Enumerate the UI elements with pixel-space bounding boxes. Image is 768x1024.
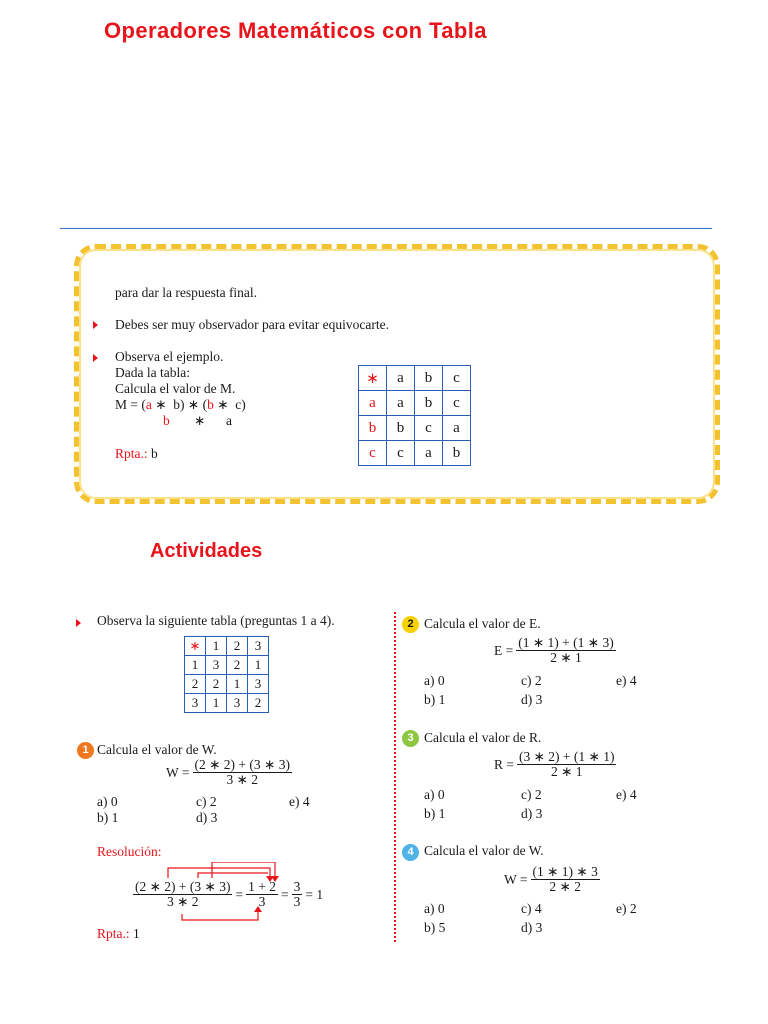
question-1-prompt: Calcula el valor de W.	[97, 742, 217, 757]
table-cell: a	[443, 416, 471, 441]
q1-option-e: e) 4	[289, 794, 310, 809]
table-cell: ∗	[185, 637, 206, 656]
column-divider	[394, 612, 396, 942]
q3-option-c: c) 2	[521, 787, 542, 802]
q4-option-e: e) 2	[616, 901, 637, 916]
resolution-label: Resolución:	[97, 844, 162, 859]
tip-observer: Debes ser muy observador para evitar equivocarte.	[115, 317, 390, 332]
calc-m-text: Calcula el valor de M.	[115, 381, 236, 396]
q4-option-a: a) 0	[424, 901, 445, 916]
q1-option-d: d) 3	[196, 810, 218, 825]
tip-example: Observa el ejemplo.	[115, 349, 224, 364]
m-step-op: ∗	[194, 413, 206, 428]
question-2-prompt: Calcula el valor de E.	[424, 616, 541, 631]
table-cell: b	[415, 366, 443, 391]
table-row	[359, 416, 471, 441]
q1-option-a: a) 0	[97, 794, 118, 809]
table-cell: 1	[206, 637, 227, 656]
table-cell: a	[387, 391, 415, 416]
table-cell: 3	[248, 637, 269, 656]
q3-option-b: b) 1	[424, 806, 446, 821]
table-cell: a	[359, 391, 387, 416]
table-row	[185, 694, 269, 713]
intro-answer: Rpta.: b	[115, 446, 158, 461]
q3-option-a: a) 0	[424, 787, 445, 802]
question-3-badge: 3	[402, 730, 419, 747]
table-cell: ∗	[359, 366, 387, 391]
q2-option-d: d) 3	[521, 692, 543, 707]
question-1-badge: 1	[77, 742, 94, 759]
q2-option-b: b) 1	[424, 692, 446, 707]
question-2-formula: E = $\frac{(1 ∗ 1) + (1 ∗ 3)}{2 ∗ 1}$	[494, 635, 614, 665]
question-4-formula: W = $\frac{(1 ∗ 1) ∗ 3}{2 ∗ 2}$	[504, 864, 598, 894]
activities-heading: Actividades	[150, 540, 263, 562]
q2-option-a: a) 0	[424, 673, 445, 688]
m-expression: M = (a ∗ b) ∗ (b ∗ c)	[115, 397, 246, 412]
table-row	[185, 656, 269, 675]
table-cell: c	[359, 441, 387, 466]
table-row	[185, 675, 269, 694]
table-cell: 2	[227, 637, 248, 656]
table-cell: 3	[206, 656, 227, 675]
q4-option-c: c) 4	[521, 901, 542, 916]
q3-option-e: e) 4	[616, 787, 637, 802]
table-row	[359, 366, 471, 391]
given-table-text: Dada la tabla:	[115, 365, 190, 380]
table-cell: 2	[248, 694, 269, 713]
table-cell: b	[443, 441, 471, 466]
section-divider-line	[60, 228, 712, 229]
resolution-steps: $\frac{(2 ∗ 2) + (3 ∗ 3)}{3 ∗ 2}$ = $\frac{1 + 2}{3}$ = $\frac{3}{3}$ = 1	[135, 879, 324, 909]
table-row	[359, 391, 471, 416]
table-cell: a	[415, 441, 443, 466]
table-cell: 1	[206, 694, 227, 713]
table-cell: b	[387, 416, 415, 441]
table-cell: 3	[185, 694, 206, 713]
table-row	[359, 441, 471, 466]
q3-option-d: d) 3	[521, 806, 543, 821]
activities-intro: Observa la siguiente tabla (preguntas 1 a 4).	[97, 613, 335, 628]
table-cell: c	[443, 366, 471, 391]
example-operation-table	[358, 365, 471, 466]
table-row	[185, 637, 269, 656]
table-cell: a	[387, 366, 415, 391]
q1-option-b: b) 1	[97, 810, 119, 825]
bullet-icon	[93, 321, 98, 329]
bullet-icon	[76, 619, 81, 627]
q4-option-d: d) 3	[521, 920, 543, 935]
m-step-b: b	[163, 413, 170, 428]
table-cell: 2	[185, 675, 206, 694]
table-cell: 1	[227, 675, 248, 694]
question-2-badge: 2	[402, 616, 419, 633]
table-cell: 2	[227, 656, 248, 675]
question-1-formula: W = $\frac{(2 ∗ 2) + (3 ∗ 3)}{3 ∗ 2}$	[166, 757, 290, 787]
table-cell: c	[387, 441, 415, 466]
question-1-answer: Rpta.: 1	[97, 926, 140, 941]
activities-operation-table	[184, 636, 269, 713]
question-4-badge: 4	[402, 844, 419, 861]
table-cell: 3	[248, 675, 269, 694]
question-4-prompt: Calcula el valor de W.	[424, 843, 544, 858]
page-title: Operadores Matemáticos con Tabla	[104, 18, 487, 43]
question-3-prompt: Calcula el valor de R.	[424, 730, 542, 745]
m-step-a: a	[226, 413, 232, 428]
table-cell: 1	[185, 656, 206, 675]
table-cell: b	[359, 416, 387, 441]
table-cell: c	[415, 416, 443, 441]
intro-line: para dar la respuesta final.	[115, 285, 258, 300]
table-cell: 1	[248, 656, 269, 675]
table-cell: 2	[206, 675, 227, 694]
table-cell: c	[443, 391, 471, 416]
table-cell: 3	[227, 694, 248, 713]
q4-option-b: b) 5	[424, 920, 446, 935]
q2-option-e: e) 4	[616, 673, 637, 688]
q1-option-c: c) 2	[196, 794, 217, 809]
table-cell: b	[415, 391, 443, 416]
bullet-icon	[93, 354, 98, 362]
q2-option-c: c) 2	[521, 673, 542, 688]
question-3-formula: R = $\frac{(3 ∗ 2) + (1 ∗ 1)}{2 ∗ 1}$	[494, 749, 615, 779]
